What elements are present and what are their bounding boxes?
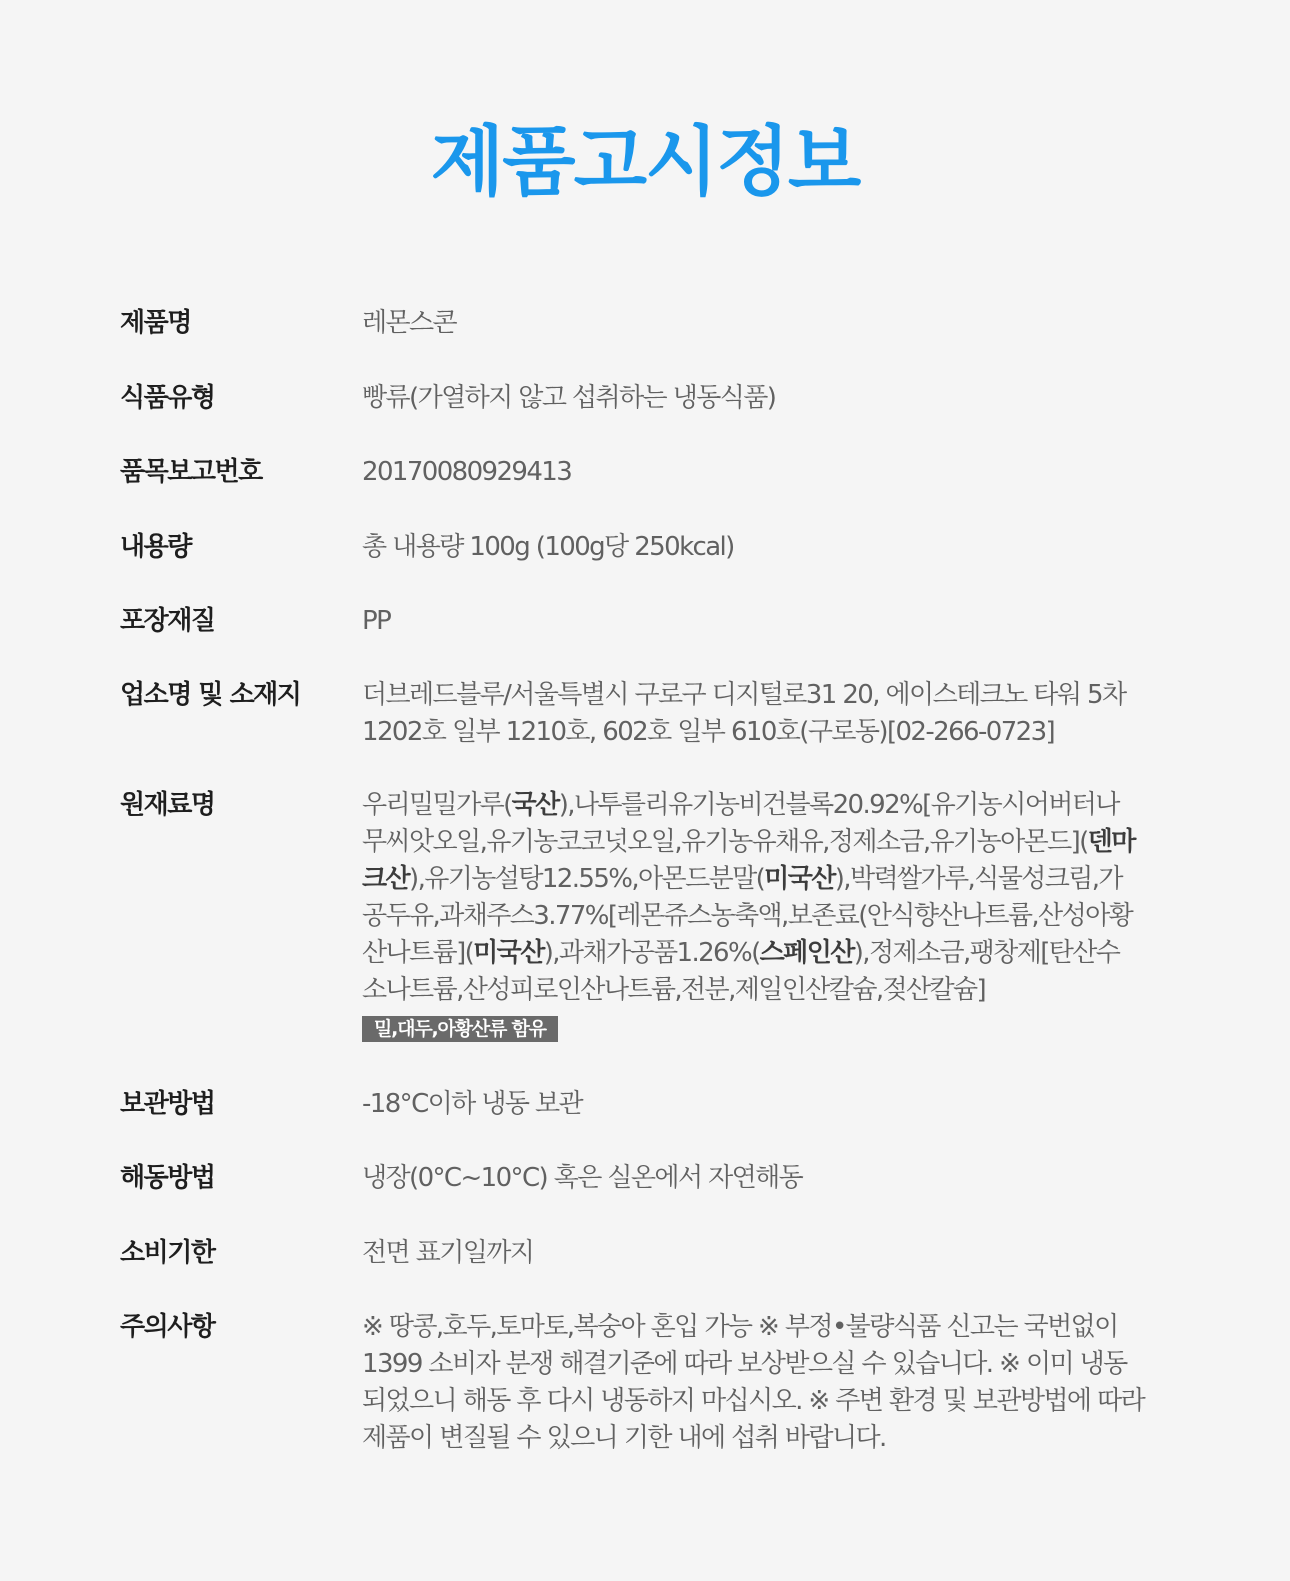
value-line: 공두유,과채주스3.77%[레몬쥬스농축액,보존료(안식향산나트륨,산성아황	[362, 901, 1133, 931]
value-line: 제품이 변질될 수 있으니 기한 내에 섭취 바랍니다.	[362, 1423, 886, 1453]
row-value: 20170080929413	[362, 457, 572, 487]
row-value: 빵류(가열하지 않고 섭취하는 냉동식품)	[362, 383, 776, 413]
value-line: 되었으니 해동 후 다시 냉동하지 마십시오. ※ 주변 환경 및 보관방법에 따라	[362, 1386, 1145, 1416]
row-value: 총 내용량 100g (100g당 250kcal)	[362, 532, 734, 562]
value-line: 1399 소비자 분쟁 해결기준에 따라 보상받으실 수 있습니다. ※ 이미 냉동	[362, 1349, 1127, 1379]
row-label: 원재료명	[120, 790, 215, 820]
row-label: 포장재질	[120, 606, 215, 636]
origin-highlight: 크산	[362, 864, 410, 894]
origin-highlight: 스페인산	[759, 938, 854, 968]
value-line: 무씨앗오일,유기농코코넛오일,유기농유채유,정제소금,유기농아몬드](덴마	[362, 827, 1135, 857]
origin-highlight: 미국산	[764, 864, 835, 894]
origin-highlight: 국산	[511, 790, 559, 820]
value-line: ※ 땅콩,호두,토마토,복숭아 혼입 가능 ※ 부정•불량식품 신고는 국번없이	[362, 1312, 1118, 1342]
row-value	[362, 677, 1162, 751]
row-label: 주의사항	[120, 1312, 215, 1342]
value-line: 산나트륨](미국산),과채가공품1.26%(스페인산),정제소금,팽창제[탄산수	[362, 938, 1120, 968]
row-label: 식품유형	[120, 383, 215, 413]
value-line: 소나트륨,산성피로인산나트륨,전분,제일인산칼슘,젖산칼슘]	[362, 975, 986, 1005]
ingredients-text	[362, 787, 1162, 1046]
value-line: 크산),유기농설탕12.55%,아몬드분말(미국산),박력쌀가루,식물성크림,가	[362, 864, 1122, 894]
page-title: 제품고시정보	[430, 117, 860, 206]
row-value: 레몬스콘	[362, 308, 457, 338]
value-line: 1202호 일부 1210호, 602호 일부 610호(구로동)[02-266-0723]	[362, 717, 1055, 747]
row-label: 품목보고번호	[120, 457, 262, 487]
origin-highlight: 덴마	[1087, 827, 1135, 857]
row-value: -18°C이하 냉동 보관	[362, 1089, 583, 1119]
row-value	[362, 1309, 1162, 1457]
row-label: 내용량	[120, 532, 191, 562]
origin-highlight: 미국산	[473, 938, 544, 968]
row-label: 제품명	[120, 308, 191, 338]
value-line: 우리밀밀가루(국산),나투를리유기농비건블록20.92%[유기농시어버터나	[362, 790, 1119, 820]
row-label: 보관방법	[120, 1089, 215, 1119]
row-value: 전면 표기일까지	[362, 1238, 534, 1268]
row-label: 해동방법	[120, 1163, 215, 1193]
row-label: 업소명 및 소재지	[120, 680, 301, 710]
row-value: 냉장(0°C~10°C) 혹은 실온에서 자연해동	[362, 1163, 803, 1193]
row-value: PP	[362, 606, 391, 636]
value-line: 더브레드블루/서울특별시 구로구 디지털로31 20, 에이스테크노 타워 5차	[362, 680, 1126, 710]
row-label: 소비기한	[120, 1238, 215, 1268]
allergen-badge: 밀,대두,아황산류 함유	[362, 1016, 558, 1042]
